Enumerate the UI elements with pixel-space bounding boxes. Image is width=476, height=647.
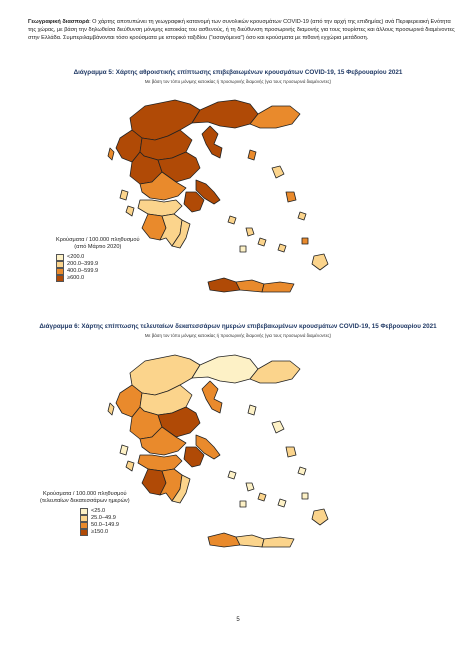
map-region — [192, 355, 258, 383]
map-region — [208, 533, 240, 547]
map-region — [278, 244, 286, 252]
legend-swatch — [56, 261, 64, 268]
legend-item: <25.0 — [80, 508, 130, 515]
legend-item: 400.0–599.9 — [56, 268, 140, 275]
map-region — [236, 535, 264, 547]
legend-item: 25.0–49.9 — [80, 515, 130, 522]
map-region — [130, 100, 200, 140]
map-region — [126, 206, 134, 216]
figure5-subtitle: Με βάση τον τόπο μόνιμης κατοικίας ή προσωρινής διαμονής (για τους προσωρινά διαμένοντες) — [144, 79, 332, 84]
map-region — [228, 216, 236, 224]
figure6-legend — [40, 491, 130, 536]
map-region — [208, 278, 240, 292]
map-region — [236, 280, 264, 292]
map-region — [302, 238, 308, 244]
map-region — [246, 483, 254, 491]
map-region — [240, 246, 246, 252]
map-region — [202, 381, 222, 413]
figure6-subtitle: Με βάση τον τόπο μόνιμης κατοικίας ή προσωρινής διαμονής (για τους προσωρινά διαμένοντες) — [144, 333, 332, 338]
figure6-map — [100, 343, 370, 558]
map-region — [246, 228, 254, 236]
legend-swatch — [80, 522, 88, 529]
map-region — [312, 254, 328, 270]
map-region — [202, 126, 222, 158]
legend-item: ≥600.0 — [56, 275, 140, 282]
map-region — [262, 282, 294, 292]
legend-swatch — [80, 515, 88, 522]
legend-swatch — [56, 268, 64, 275]
map-region — [240, 501, 246, 507]
legend-title: Κρούσματα / 100.000 πληθυσμού (από Μάρτιο 2020) — [56, 237, 140, 250]
map-region — [262, 537, 294, 547]
intro-paragraph — [28, 18, 458, 42]
figure6-title: Διάγραμμα 6: Χάρτης επίπτωσης τελευταίων δεκατεσσάρων ημερών επιβεβαιωμένων κρουσμάτων COVID-19, 15 Φεβρουαρίου 2021 — [39, 323, 437, 330]
map-region — [312, 509, 328, 525]
legend-item: <200.0 — [56, 254, 140, 261]
map-region — [286, 447, 296, 457]
intro-lead: Γεωγραφική διασπορά — [28, 19, 90, 25]
map-region — [130, 355, 200, 395]
map-region — [250, 106, 300, 128]
map-region — [298, 467, 306, 475]
map-region — [120, 445, 128, 455]
map-region — [120, 190, 128, 200]
intro-text: : Ο χάρτης αποτυπώνει τη γεωγραφική κατανομή των συνολικών κρουσμάτων COVID-19 (από την αρχή της επιδημίας) ανά Περιφερειακή Ενότητα της χώρας, με βάση την δηλωθείσα διεύθυνση μόνιμης κατοικίας του ασθενούς, ή τη διεύθυνση προσωρινής διαμονής για τους τουρίστες και άλλους προσωρινά διαμένοντες στην Ελλάδα. Συμπεριλαμβάνονται τόσο κρούσματα με ιστορικό ταξιδίου ("εισαγόμενα") όσο και κρούσματα με πιθανή εγχώρια μετάδοση. — [28, 19, 455, 42]
legend-item: ≥150.0 — [80, 529, 130, 536]
map-region — [248, 150, 256, 160]
figure5-map — [100, 88, 370, 303]
map-region — [286, 192, 296, 202]
map-region — [108, 148, 114, 160]
page-number: 5 — [236, 617, 240, 623]
map-region — [302, 493, 308, 499]
map-region — [248, 405, 256, 415]
map-region — [278, 499, 286, 507]
map-region — [192, 100, 258, 128]
legend-swatch — [56, 275, 64, 282]
map-region — [272, 166, 284, 178]
legend-swatch — [56, 254, 64, 261]
figure5-legend — [56, 237, 140, 282]
map-region — [138, 455, 182, 471]
legend-item: 200.0–399.9 — [56, 261, 140, 268]
map-region — [228, 471, 236, 479]
map-region — [298, 212, 306, 220]
map-region — [138, 200, 182, 216]
map-region — [258, 493, 266, 501]
map-region — [258, 238, 266, 246]
map-region — [126, 461, 134, 471]
legend-title: Κρούσματα / 100.000 πληθυσμού (τελευταίων δεκατεσσάρων ημερών) — [40, 491, 130, 504]
map-region — [108, 403, 114, 415]
map-region — [250, 361, 300, 383]
map-region — [272, 421, 284, 433]
legend-item: 50.0–149.9 — [80, 522, 130, 529]
legend-swatch — [80, 529, 88, 536]
legend-swatch — [80, 508, 88, 515]
figure5-title: Διάγραμμα 5: Χάρτης αθροιστικής επίπτωσης επιβεβαιωμένων κρουσμάτων COVID-19, 15 Φεβρουαρίου 2021 — [73, 69, 403, 76]
